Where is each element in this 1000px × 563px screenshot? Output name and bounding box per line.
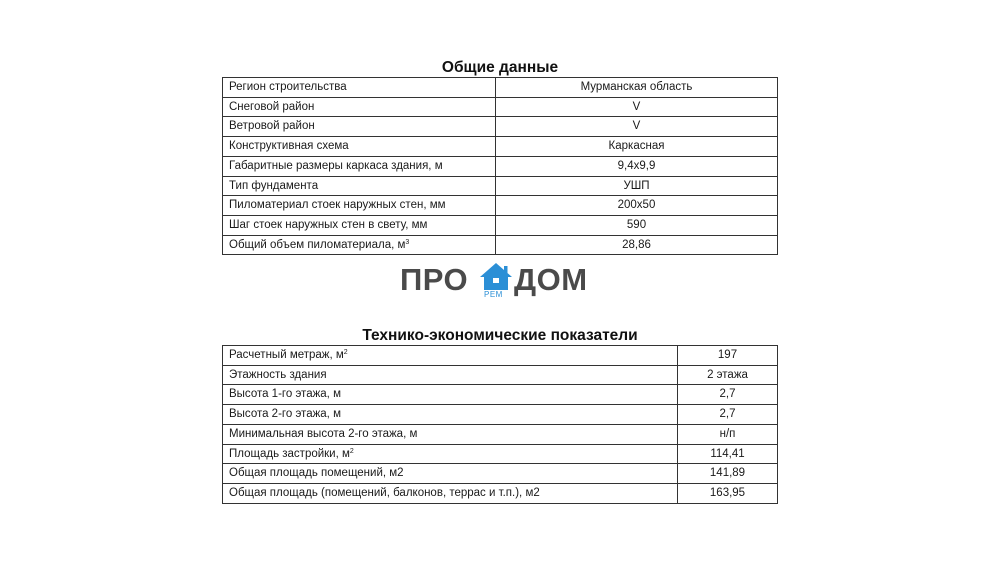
row-label-text: Площадь застройки, м [229, 447, 350, 460]
logo-word-left: ПРО [400, 262, 469, 297]
row-label-text: Снеговой район [229, 100, 315, 113]
technical-indicators-table [222, 345, 778, 504]
row-value: 163,95 [678, 483, 778, 503]
row-label [223, 117, 496, 137]
table-row [223, 424, 778, 444]
table-row [223, 385, 778, 405]
row-label-text: Расчетный метраж, м [229, 349, 344, 361]
row-label-text: Минимальная высота 2-го этажа, м [229, 427, 418, 440]
table-row [223, 464, 778, 484]
logo [398, 258, 602, 304]
table-row [223, 235, 778, 255]
row-label [223, 444, 678, 464]
row-label [223, 424, 678, 444]
row-label-text: Общая площадь (помещений, балконов, террас и т.п.), м2 [229, 486, 540, 499]
row-value: н/п [678, 424, 778, 444]
row-label [223, 196, 496, 216]
table-row [223, 78, 778, 98]
row-label [223, 385, 678, 405]
table-row [223, 176, 778, 196]
row-label [223, 346, 678, 366]
row-value: V [496, 117, 778, 137]
row-label [223, 78, 496, 98]
row-value: 2 этажа [678, 365, 778, 385]
row-value: 114,41 [678, 444, 778, 464]
row-label-text: Пиломатериал стоек наружных стен, мм [229, 199, 446, 212]
row-value: 9,4х9,9 [496, 156, 778, 176]
row-value: 590 [496, 215, 778, 235]
row-label-text: Общий объем пиломатериала, м [229, 238, 406, 251]
row-label [223, 97, 496, 117]
row-label [223, 176, 496, 196]
row-label [223, 483, 678, 503]
table-row [223, 156, 778, 176]
table-row [223, 137, 778, 157]
row-label-text: Общая площадь помещений, м2 [229, 467, 404, 480]
row-value: 141,89 [678, 464, 778, 484]
row-label [223, 405, 678, 425]
table-row [223, 405, 778, 425]
row-label [223, 137, 496, 157]
row-value: 28,86 [496, 235, 778, 255]
row-value: V [496, 97, 778, 117]
row-value: Мурманская область [496, 78, 778, 98]
row-label [223, 464, 678, 484]
row-value: 2,7 [678, 385, 778, 405]
row-value: 197 [678, 346, 778, 366]
table-row [223, 97, 778, 117]
technical-indicators-title: Технико-экономические показатели [362, 327, 638, 344]
row-label [223, 156, 496, 176]
general-data-title: Общие данные [441, 59, 559, 76]
house-icon [478, 261, 514, 293]
row-label-text: Шаг стоек наружных стен в свету, мм [229, 218, 428, 231]
table-row [223, 117, 778, 137]
logo-sub: РЕМ [484, 290, 503, 299]
table-row [223, 215, 778, 235]
row-value: 200х50 [496, 196, 778, 216]
unit-exponent: 3 [405, 238, 410, 246]
logo-word-right: ДОМ [514, 262, 588, 297]
row-label [223, 235, 496, 255]
general-data-table [222, 77, 778, 255]
table-row [223, 483, 778, 503]
row-label-text: Этажность здания [229, 368, 327, 381]
row-value: 2,7 [678, 405, 778, 425]
row-value: Каркасная [496, 137, 778, 157]
table-row [223, 196, 778, 216]
table-row [223, 444, 778, 464]
row-label [223, 215, 496, 235]
unit-exponent: 2 [349, 447, 354, 455]
table-row [223, 365, 778, 385]
row-label-text: Высота 2-го этажа, м [229, 408, 341, 421]
unit-exponent: 2 [343, 349, 348, 356]
row-label-text: Высота 1-го этажа, м [229, 388, 341, 401]
table-row [223, 346, 778, 366]
row-label [223, 365, 678, 385]
row-label-text: Ветровой район [229, 120, 315, 133]
row-label-text: Тип фундамента [229, 179, 319, 192]
row-value: УШП [496, 176, 778, 196]
row-label-text: Конструктивная схема [229, 140, 349, 153]
row-label-text: Регион строительства [229, 81, 347, 93]
row-label-text: Габаритные размеры каркаса здания, м [229, 159, 443, 172]
